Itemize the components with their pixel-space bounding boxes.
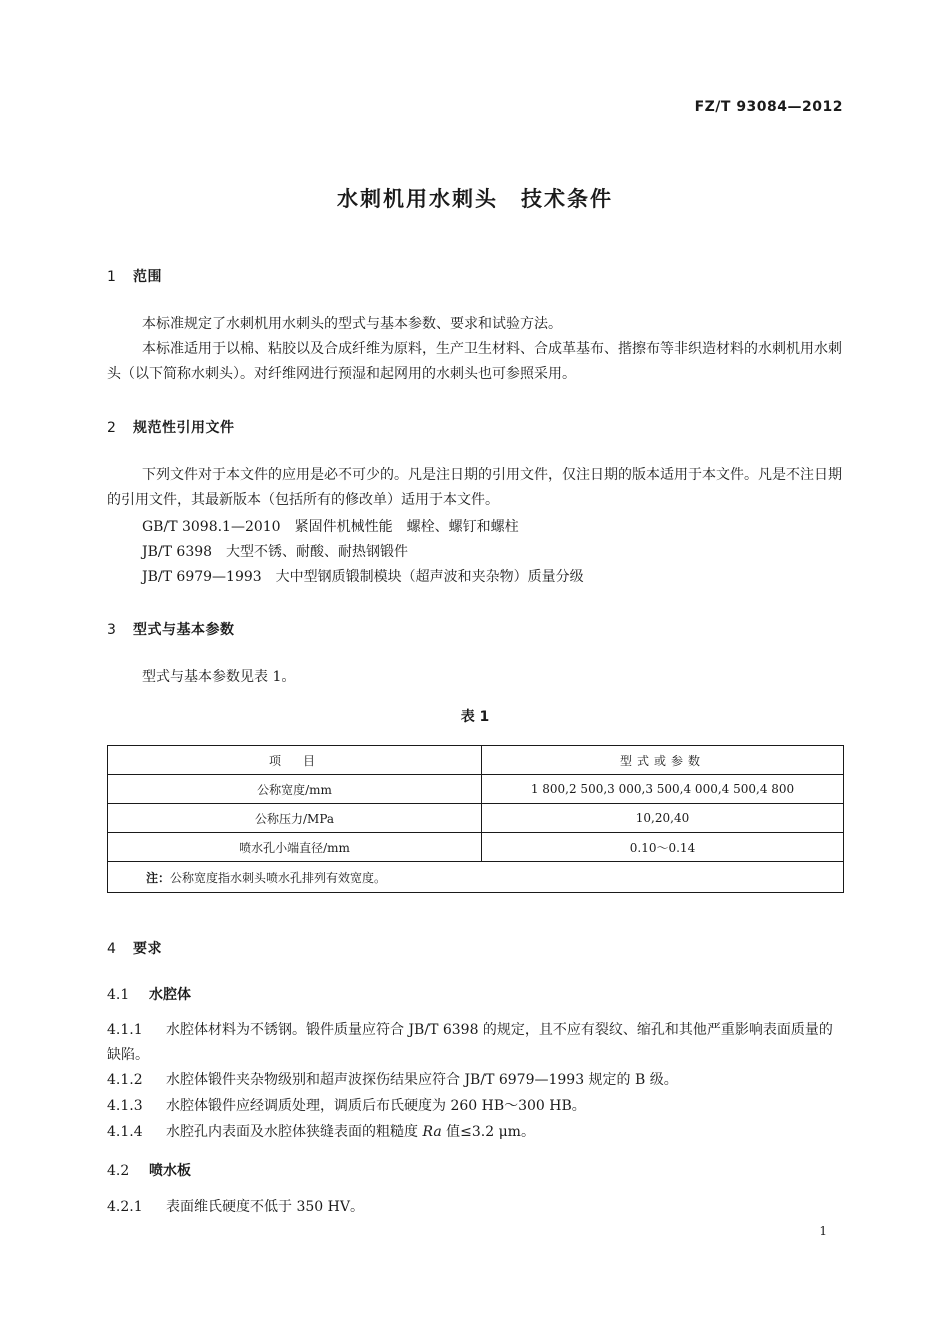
paragraph: 下列文件对于本文件的应用是必不可少的。凡是注日期的引用文件，仅注日期的版本适用于本文件。凡是不注日期的引用文件，其最新版本（包括所有的修改单）适用于本文件。 <box>107 467 842 508</box>
paragraph: 本标准规定了水刺机用水刺头的型式与基本参数、要求和试验方法。 <box>142 316 562 332</box>
clause-text-pre: 水腔孔内表面及水腔体狭缝表面的粗糙度 <box>166 1124 423 1140</box>
roughness-symbol: Ra <box>422 1124 442 1140</box>
table-caption: 表 1 <box>460 709 490 725</box>
section-1-heading <box>107 266 162 286</box>
table-cell: 喷水孔小端直径/mm <box>108 833 482 862</box>
clause-number: 4.1.1 <box>107 1022 143 1038</box>
reference-code: JB/T 6979—1993 <box>142 569 262 585</box>
section-number: 3 <box>107 622 117 638</box>
table-row <box>108 804 844 833</box>
section-2-heading <box>107 417 235 437</box>
section-number: 2 <box>107 420 117 436</box>
clause-4-1-3 <box>107 1094 843 1119</box>
clause-number: 4.1.3 <box>107 1098 143 1114</box>
document-number: FZ/T 93084—2012 <box>694 99 843 115</box>
section-title: 范围 <box>133 269 162 285</box>
clause-text: 水腔体锻件夹杂物级别和超声波探伤结果应符合 JB/T 6979—1993 规定的 B 级。 <box>166 1072 678 1088</box>
section-title: 要求 <box>133 941 162 957</box>
section-3-heading <box>107 619 235 639</box>
table-cell: 公称压力/MPa <box>108 804 482 833</box>
table-cell: 1 800,2 500,3 000,3 500,4 000,4 500,4 800 <box>482 775 844 804</box>
table-cell: 0.10～0.14 <box>482 833 844 862</box>
table-cell: 公称宽度/mm <box>108 775 482 804</box>
clause-text: 表面维氏硬度不低于 350 HV。 <box>166 1199 364 1215</box>
table-row <box>108 833 844 862</box>
reference-code: GB/T 3098.1—2010 <box>142 519 281 535</box>
clause-number: 4.1.2 <box>107 1072 143 1088</box>
clause-text: 水腔体材料为不锈钢。锻件质量应符合 JB/T 6398 的规定，且不应有裂纹、缩孔和其他严重影响表面质量的缺陷。 <box>107 1022 833 1063</box>
subsection-title: 水腔体 <box>149 987 191 1003</box>
subsection-4-1-heading <box>107 984 191 1004</box>
subsection-4-2-heading <box>107 1160 191 1180</box>
table-header-row <box>108 746 844 775</box>
table-note-row <box>108 862 844 893</box>
section-title: 型式与基本参数 <box>133 622 235 638</box>
reference-item <box>142 566 584 586</box>
section-4-heading <box>107 938 162 958</box>
section-number: 4 <box>107 941 117 957</box>
reference-title: 紧固件机械性能 螺栓、螺钉和螺柱 <box>294 519 519 535</box>
reference-title: 大型不锈、耐酸、耐热钢锻件 <box>226 544 409 560</box>
table-header-cell: 项 目 <box>108 746 482 775</box>
clause-text: 水腔体锻件应经调质处理，调质后布氏硬度为 260 HB～300 HB。 <box>166 1098 586 1114</box>
subsection-title: 喷水板 <box>149 1163 191 1179</box>
clause-4-1-4 <box>107 1120 843 1145</box>
reference-item <box>142 541 408 561</box>
subsection-number: 4.1 <box>107 987 130 1003</box>
section-number: 1 <box>107 269 117 285</box>
document-title: 水刺机用水刺头 技术条件 <box>337 187 613 211</box>
parameters-table <box>107 745 844 893</box>
table-cell: 10,20,40 <box>482 804 844 833</box>
reference-title: 大中型钢质锻制模块（超声波和夹杂物）质量分级 <box>275 569 584 585</box>
clause-4-1-2 <box>107 1068 843 1093</box>
clause-text-post: 值≤3.2 μm。 <box>441 1124 535 1140</box>
note-label: 注： <box>146 870 171 885</box>
note-text: 公称宽度指水刺头喷水孔排列有效宽度。 <box>170 870 387 885</box>
table-row <box>108 775 844 804</box>
table-header-cell: 型式或参数 <box>482 746 844 775</box>
reference-code: JB/T 6398 <box>142 544 213 560</box>
paragraph: 型式与基本参数见表 1。 <box>142 669 296 685</box>
paragraph: 本标准适用于以棉、粘胶以及合成纤维为原料，生产卫生材料、合成革基布、揩擦布等非织造材料的水刺机用水刺头（以下简称水刺头）。对纤维网进行预湿和起网用的水刺头也可参照采用。 <box>107 341 842 382</box>
clause-4-1-1 <box>107 1018 843 1068</box>
subsection-number: 4.2 <box>107 1163 130 1179</box>
section-title: 规范性引用文件 <box>133 420 235 436</box>
clause-number: 4.2.1 <box>107 1199 143 1215</box>
page-number: 1 <box>819 1224 827 1238</box>
table-note <box>108 862 844 893</box>
clause-4-2-1 <box>107 1195 843 1220</box>
reference-item <box>142 516 519 536</box>
clause-number: 4.1.4 <box>107 1124 143 1140</box>
